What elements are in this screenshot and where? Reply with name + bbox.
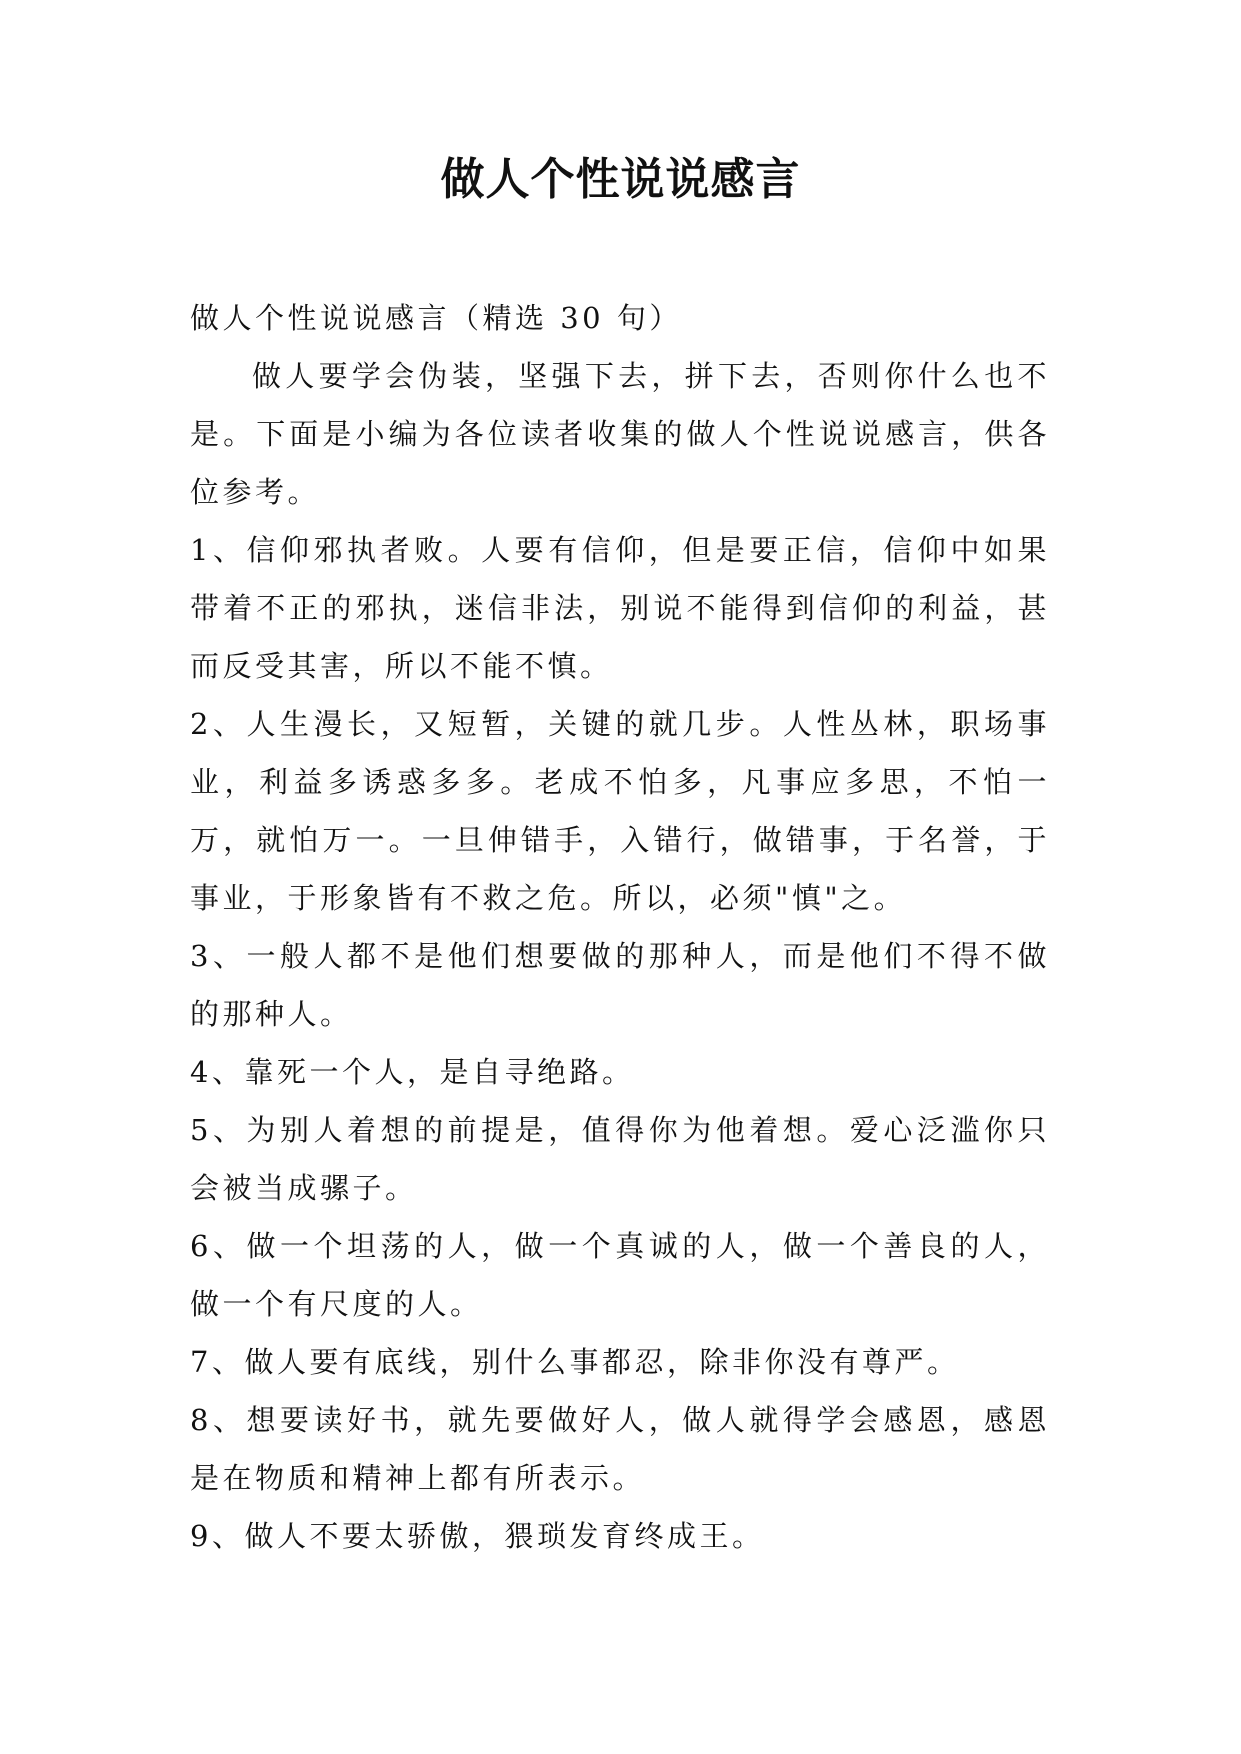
document-title: 做人个性说说感言 xyxy=(440,154,801,205)
list-item: 6、做一个坦荡的人，做一个真诚的人，做一个善良的人，做一个有尺度的人。 xyxy=(190,1229,1050,1321)
document-subtitle: 做人个性说说感言（精选 30 句） xyxy=(190,301,682,335)
list-item: 8、想要读好书，就先要做好人，做人就得学会感恩，感恩是在物质和精神上都有所表示。 xyxy=(190,1403,1050,1495)
document-body xyxy=(190,289,1050,1565)
intro-paragraph: 做人要学会伪装，坚强下去，拼下去，否则你什么也不是。下面是小编为各位读者收集的做人个性说说感言，供各位参考。 xyxy=(190,359,1050,509)
list-item: 4、靠死一个人，是自寻绝路。 xyxy=(190,1055,635,1089)
list-item: 2、人生漫长，又短暂，关键的就几步。人性丛林，职场事业，利益多诱惑多多。老成不怕多，凡事应多思，不怕一万，就怕万一。一旦伸错手，入错行，做错事，于名誉，于事业，于形象皆有不救之危。所以，必须"慎"之。 xyxy=(190,707,1050,915)
list-item: 5、为别人着想的前提是，值得你为他着想。爱心泛滥你只会被当成骡子。 xyxy=(190,1113,1050,1205)
list-item: 3、一般人都不是他们想要做的那种人，而是他们不得不做的那种人。 xyxy=(190,939,1050,1031)
list-item: 7、做人要有底线，别什么事都忍，除非你没有尊严。 xyxy=(190,1345,960,1379)
list-item: 9、做人不要太骄傲，猥琐发育终成王。 xyxy=(190,1519,765,1553)
list-item: 1、信仰邪执者败。人要有信仰，但是要正信，信仰中如果带着不正的邪执，迷信非法，别说不能得到信仰的利益，甚而反受其害，所以不能不慎。 xyxy=(190,533,1050,683)
